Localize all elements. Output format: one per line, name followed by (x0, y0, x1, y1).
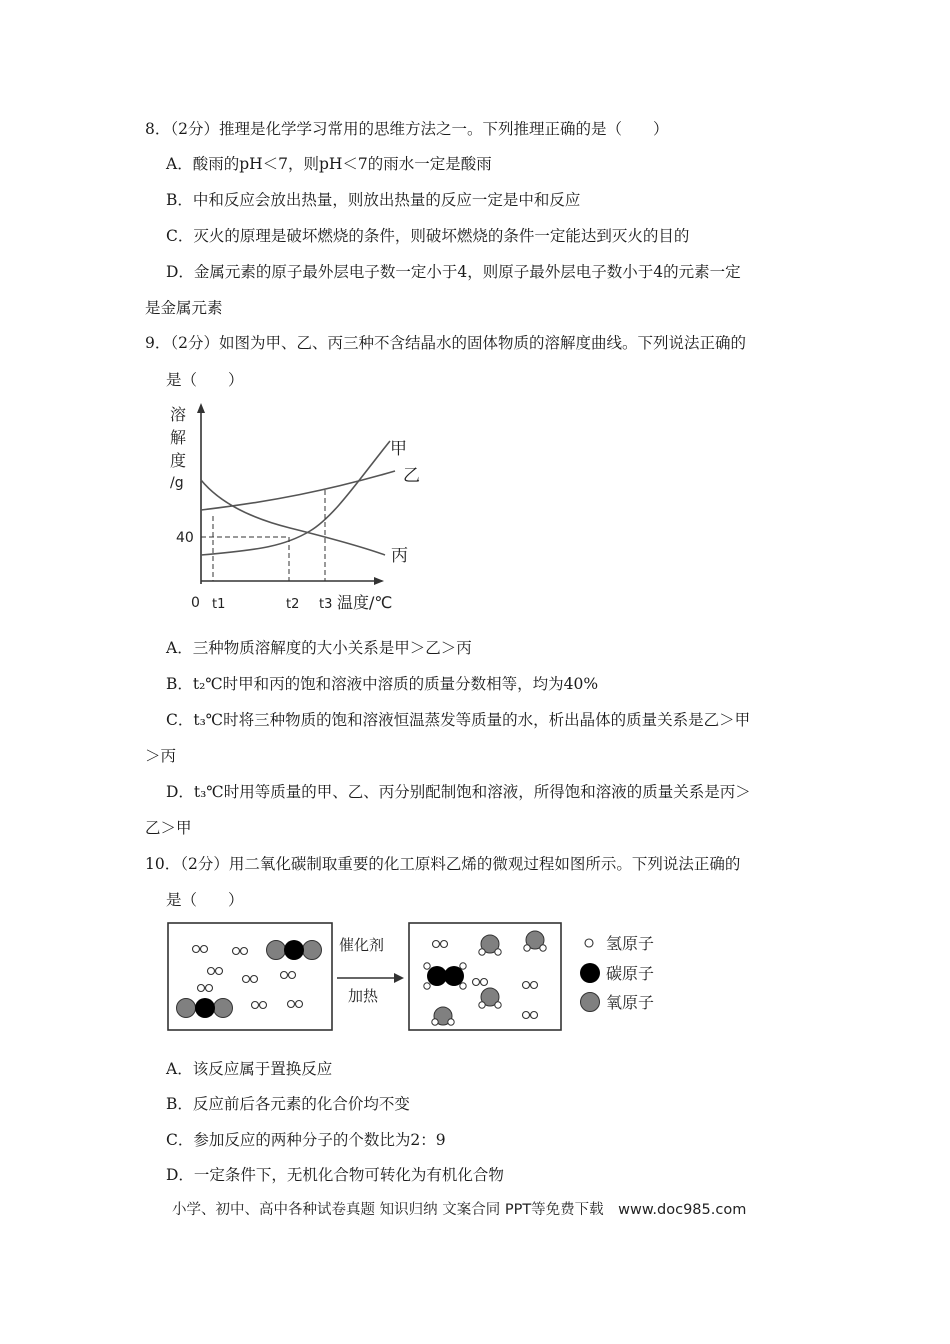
q10-option-b: B．反应前后各元素的化合价均不变 (166, 1095, 410, 1113)
ylabel-char-1: 溶 (170, 405, 187, 424)
ylabel-char-4: /g (170, 475, 184, 491)
q8-option-a: A．酸雨的pH＜7，则pH＜7的雨水一定是酸雨 (166, 155, 492, 173)
co2-molecule-2 (177, 998, 233, 1018)
q9-stem-line1: 9．（2分）如图为甲、乙、丙三种不含结晶水的固体物质的溶解度曲线。下列说法正确的 (145, 334, 746, 352)
water-molecule-3 (479, 988, 501, 1008)
arrow-label-heat: 加热 (348, 987, 379, 1005)
co2-molecule-1 (267, 940, 322, 960)
legend-oxygen-symbol (581, 993, 600, 1012)
q8-option-d-cont: 是金属元素 (145, 299, 223, 317)
xtick-t2: t2 (286, 597, 300, 612)
curve-jia (201, 441, 390, 555)
series-label-yi: 乙 (403, 466, 420, 486)
legend-carbon-label: 碳原子 (606, 964, 655, 983)
page-footer: 小学、初中、高中各种试卷真题 知识归纳 文案合同 PPT等免费下载 www.doc985.com (172, 1202, 747, 1218)
q9-option-d-cont: 乙＞甲 (145, 819, 192, 837)
series-label-bing: 丙 (391, 546, 408, 566)
y-axis-arrow (197, 403, 205, 413)
solubility-chart (160, 398, 430, 618)
q8-option-b: B．中和反应会放出热量，则放出热量的反应一定是中和反应 (166, 191, 581, 209)
legend-hydrogen-symbol (585, 939, 593, 947)
q9-option-b: B．t₂℃时甲和丙的饱和溶液中溶质的质量分数相等，均为40% (166, 675, 599, 693)
ylabel-char-3: 度 (170, 451, 187, 470)
reaction-arrow-head (394, 973, 404, 983)
q10-option-c: C．参加反应的两种分子的个数比为2：9 (166, 1131, 446, 1149)
q9-option-d: D．t₃℃时用等质量的甲、乙、丙分别配制饱和溶液，所得饱和溶液的质量关系是丙＞ (166, 783, 751, 801)
reaction-diagram (160, 918, 680, 1038)
q10-stem-line2: 是（ ） (166, 891, 244, 909)
ethylene-molecule (424, 963, 466, 989)
curve-bing (201, 480, 385, 555)
ytick-40: 40 (176, 530, 194, 546)
q8-option-c: C．灭火的原理是破坏燃烧的条件，则破坏燃烧的条件一定能达到灭火的目的 (166, 227, 690, 245)
q10-stem-line1: 10．（2分）用二氧化碳制取重要的化工原料乙烯的微观过程如图所示。下列说法正确的 (145, 855, 741, 873)
xlabel: 温度/℃ (337, 593, 393, 612)
q9-option-a: A．三种物质溶解度的大小关系是甲＞乙＞丙 (166, 639, 472, 657)
q9-option-c: C．t₃℃时将三种物质的饱和溶液恒温蒸发等质量的水，析出晶体的质量关系是乙＞甲 (166, 711, 751, 729)
q8-stem: 8．（2分）推理是化学学习常用的思维方法之一。下列推理正确的是（ ） (145, 120, 669, 138)
xtick-t3: t3 (319, 597, 333, 612)
xtick-t1: t1 (212, 597, 226, 612)
legend-hydrogen-label: 氢原子 (606, 934, 655, 953)
q8-option-d: D．金属元素的原子最外层电子数一定小于4，则原子最外层电子数小于4的元素一定 (166, 263, 741, 281)
water-molecule-2 (524, 931, 546, 951)
q10-option-a: A．该反应属于置换反应 (166, 1060, 333, 1078)
series-label-jia: 甲 (390, 439, 407, 459)
q10-option-d: D．一定条件下，无机化合物可转化为有机化合物 (166, 1166, 504, 1184)
q9-option-c-cont: ＞丙 (145, 747, 177, 765)
ylabel-char-2: 解 (170, 428, 187, 447)
q9-stem-line2: 是（ ） (166, 371, 244, 389)
water-molecule-1 (479, 935, 501, 955)
legend-carbon-symbol (580, 963, 600, 983)
origin-label: 0 (191, 595, 200, 611)
legend-oxygen-label: 氧原子 (606, 993, 655, 1012)
arrow-label-catalyst: 催化剂 (339, 936, 385, 954)
x-axis-arrow (374, 577, 384, 585)
water-molecule-4 (432, 1007, 454, 1025)
